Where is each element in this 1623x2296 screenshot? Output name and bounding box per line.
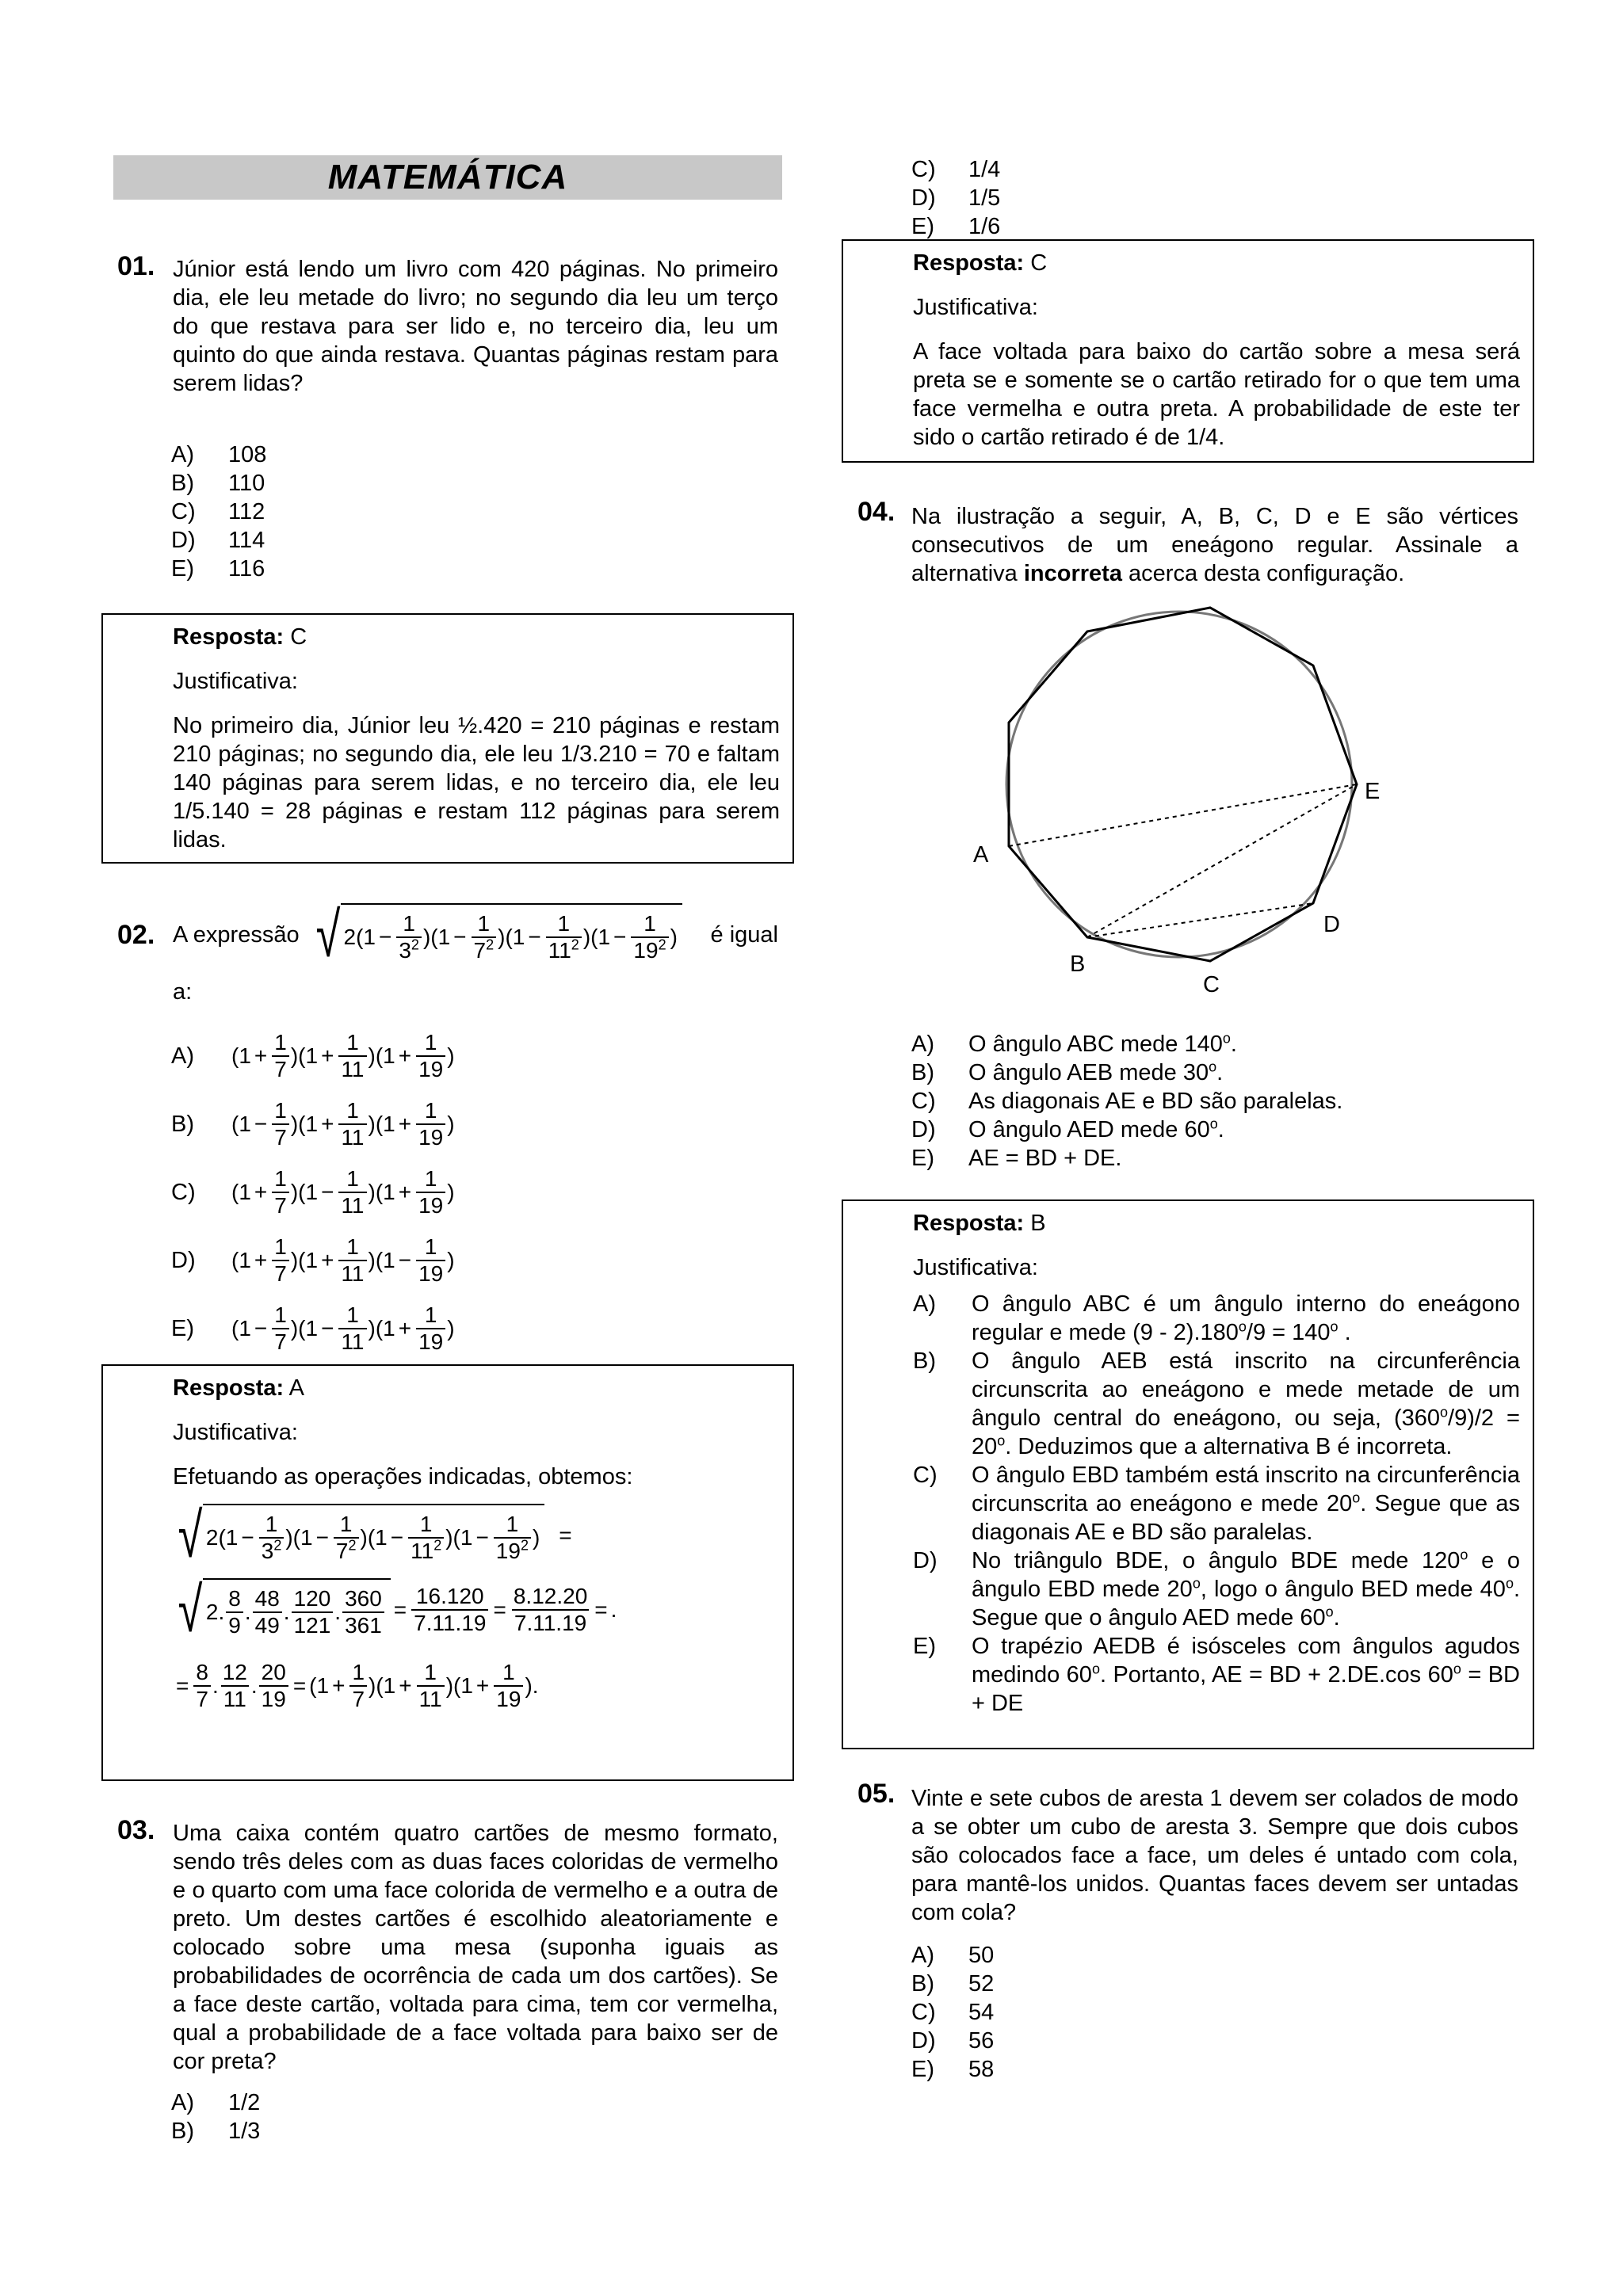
option-b[interactable]: B) 110 [171, 471, 265, 496]
question-number-01: 01. [117, 251, 155, 281]
option-a[interactable]: A) 1/2 [171, 2090, 261, 2115]
justification-label: Justificativa: [913, 1255, 1038, 1280]
option-d[interactable]: D) O ângulo AED mede 60$^o$. [911, 1116, 1224, 1142]
answer-box-03 [842, 239, 1534, 463]
question-number-05: 05. [857, 1779, 896, 1809]
option-c[interactable]: C) 54 [911, 2000, 995, 2025]
question-01-options [171, 441, 266, 583]
option-e[interactable]: E) AE = BD + DE. [911, 1146, 1122, 1171]
justification-text: Efetuando as operações indicadas, obtemos: [173, 1464, 633, 1489]
answer-value: B [1030, 1211, 1046, 1236]
answer-box-02 [101, 1364, 794, 1781]
justification-label: Justificativa: [173, 1420, 298, 1445]
justification-label: Justificativa: [913, 295, 1038, 320]
vertex-label-c: C [1203, 972, 1220, 997]
option-e[interactable]: E) 116 [171, 556, 265, 582]
enneagon [1009, 608, 1357, 961]
answer-value: A [288, 1375, 305, 1401]
option-a[interactable]: A) (1 + $\frac{1}{7}$ )(1 + $\frac{1}{11}$ )(1 + $\frac{1}{19}$ ) [171, 1030, 455, 1081]
answer-label: Resposta: [913, 1211, 1025, 1236]
vertex-label-a: A [973, 842, 989, 868]
question-03-options-right [911, 155, 1000, 241]
option-d[interactable]: D) (1 + $\frac{1}{7}$ )(1 + $\frac{1}{11}$ )(1 − $\frac{1}{19}$ ) [171, 1234, 455, 1286]
question-04-text: Na ilustração a seguir, A, B, C, D e E são vértices consecutivos de um eneágono regular. Assinale a alternativa incorreta acerca desta configuração. [911, 504, 1518, 586]
option-a[interactable]: A) O ângulo ABC mede 140$^o$. [911, 1030, 1237, 1057]
option-d[interactable]: D) 114 [171, 528, 265, 553]
option-e[interactable]: E) 58 [911, 2057, 995, 2082]
section-title: MATEMÁTICA [327, 158, 568, 196]
question-05-text: Vinte e sete cubos de aresta 1 devem ser colados de modo a se obter um cubo de aresta 3. Sempre que dois cubos são colocados face a face, um deles é untado com cola, para mantê-los unidos. Quantas faces devem ser untadas com cola? [911, 1786, 1518, 1925]
option-b[interactable]: B) 52 [911, 1971, 995, 1997]
justification-text: No primeiro dia, Júnior leu ½.420 = 210 páginas e restam 210 páginas; no segundo dia, ele leu 1/3.210 = 70 e faltam 140 páginas para serem lidas, e no terceiro dia, ele leu 1/5.140 = 28 páginas e restam 112 páginas para serem lidas. [173, 713, 780, 852]
option-e[interactable]: E) 1/6 [911, 214, 1001, 239]
option-b[interactable]: B) (1 − $\frac{1}{7}$ )(1 + $\frac{1}{11}$ )(1 + $\frac{1}{19}$ ) [171, 1098, 455, 1150]
question-03-options-left [171, 2088, 260, 2145]
enneagon-figure [951, 586, 1395, 998]
vertex-label-b: B [1070, 952, 1086, 977]
diagonals [1009, 784, 1357, 937]
option-b[interactable]: B) O ângulo AEB mede 30$^o$. [911, 1058, 1224, 1085]
answer-value: C [1030, 250, 1048, 276]
justification-step-2: √ 2. 8 9 . 48 49 . 120 121 . 360 361 = $\frac{16.120}{7.11.19}$ = $\frac{8.12.20}{7.11.19}$ = . [178, 1574, 617, 1645]
question-number-04: 04. [857, 497, 896, 527]
answer-box-01 [101, 613, 794, 864]
justification-step-3: = $\frac{8}{7}$ . 12 11 . $\frac{20}{19}$ = (1 + $\frac{1}{7}$ )(1 + $\frac{1}{11}$ )(1 + $\frac{1}{19}$ ). [176, 1660, 539, 1711]
option-a[interactable]: A) 50 [911, 1943, 995, 1968]
justification-item-e: E) O trapézio AEDB é isósceles com ângulos agudos medindo 60$^o$. Portanto, AE = BD + 2.DE.cos $60^o$ = BD + DE [913, 1634, 1520, 1716]
option-b[interactable]: B) 1/3 [171, 2119, 261, 2144]
question-02-text-cont: a: [173, 979, 193, 1005]
question-02-text: A expressão √ 2(1 − $\frac{1}{3^2}$ )(1 − $\frac{1}{7^2}$ )(1 − $\frac{1}{11^2}$ )(1 − $\frac{1}{19^2}$ ) é igual [173, 899, 778, 970]
vertex-label-e: E [1365, 779, 1381, 804]
question-number-02: 02. [117, 920, 155, 950]
answer-label: Resposta: [173, 1375, 285, 1401]
section-title-bar [113, 155, 782, 200]
answer-label: Resposta: [913, 250, 1025, 276]
justification-text: A face voltada para baixo do cartão sobre a mesa será preta se e somente se o cartão retirado for o que tem uma face vermelha e outra preta. A probabilidade de este ter sido o cartão retirado é de 1/4. [913, 339, 1520, 450]
answer-box-04 [842, 1199, 1534, 1749]
option-e[interactable]: E) (1 − $\frac{1}{7}$ )(1 − $\frac{1}{11}$ )(1 + $\frac{1}{19}$ ) [171, 1302, 455, 1354]
question-03-text: Uma caixa contém quatro cartões de mesmo formato, sendo três deles com as duas faces coloridas de vermelho e o quarto com uma face colorida de vermelho e a outra de preto. Um destes cartões é escolhido aleatoriamente e colocado sobre uma mesa (suponha iguais as probabilidades de ocorrência de cada um dos cartões). Se a face deste cartão, voltada para cima, tem cor vermelha, qual a probabilidade de a face voltada para baixo ser de cor preta? [173, 1821, 778, 2074]
justification-item-c: C) O ângulo EBD também está inscrito na circunferência circunscrita ao eneágono e mede 20$^o$. Segue que as diagonais AE e BD são paralelas. [913, 1463, 1520, 1545]
justification-step-1: √ 2(1 − $\frac{1}{3^2}$ )(1 − $\frac{1}{7^2}$ )(1 − $\frac{1}{11^2}$ )(1 − $\frac{1}{19^2}$ ) = [178, 1500, 572, 1570]
option-c[interactable]: C) As diagonais AE e BD são paralelas. [911, 1089, 1343, 1114]
justification-item-d: D) No triângulo BDE, o ângulo BDE mede 120$^o$ e o ângulo EBD mede 20$^o$, logo o ângulo BED mede 40$^o$. Segue que o ângulo AED mede 60$^o$. [913, 1547, 1521, 1630]
justification-item-a: A) O ângulo ABC é um ângulo interno do eneágono regular e mede $(9 - 2).180^o/9 = 140^o$ . [913, 1291, 1520, 1345]
option-d[interactable]: D) 1/5 [911, 185, 1001, 211]
option-a[interactable]: A) 108 [171, 442, 267, 467]
option-d[interactable]: D) 56 [911, 2028, 995, 2054]
answer-label: Resposta: [173, 624, 285, 650]
option-c[interactable]: C) 112 [171, 499, 265, 524]
expression-radical: √ 2(1 − $\frac{1}{3^2}$ )(1 − $\frac{1}{7^2}$ )(1 − $\frac{1}{11^2}$ )(1 − $\frac{1}{19^2}$ ) [311, 903, 682, 967]
question-02-options [171, 1022, 455, 1363]
question-04-options [911, 1030, 1342, 1173]
justification-item-b: B) O ângulo AEB está inscrito na circunferência circunscrita ao eneágono e mede metade de um ângulo central do eneágono, ou seja, $(360^o/9)/2 = 20^o$. Deduzimos que a alternativa B é incorreta. [913, 1348, 1520, 1459]
option-c[interactable]: C) (1 + $\frac{1}{7}$ )(1 − $\frac{1}{11}$ )(1 + $\frac{1}{19}$ ) [171, 1166, 455, 1218]
question-number-03: 03. [117, 1815, 155, 1845]
question-05-options [911, 1941, 994, 2084]
option-c[interactable]: C) 1/4 [911, 157, 1001, 182]
justification-label: Justificativa: [173, 669, 298, 694]
vertex-label-d: D [1323, 912, 1340, 937]
answer-value: C [290, 624, 307, 650]
question-01-text: Júnior está lendo um livro com 420 páginas. No primeiro dia, ele leu metade do livro; no segundo dia leu um terço do que restava para ser lido e, no terceiro dia, leu um quinto do que ainda restava. Quantas páginas restam para serem lidas? [173, 257, 778, 396]
